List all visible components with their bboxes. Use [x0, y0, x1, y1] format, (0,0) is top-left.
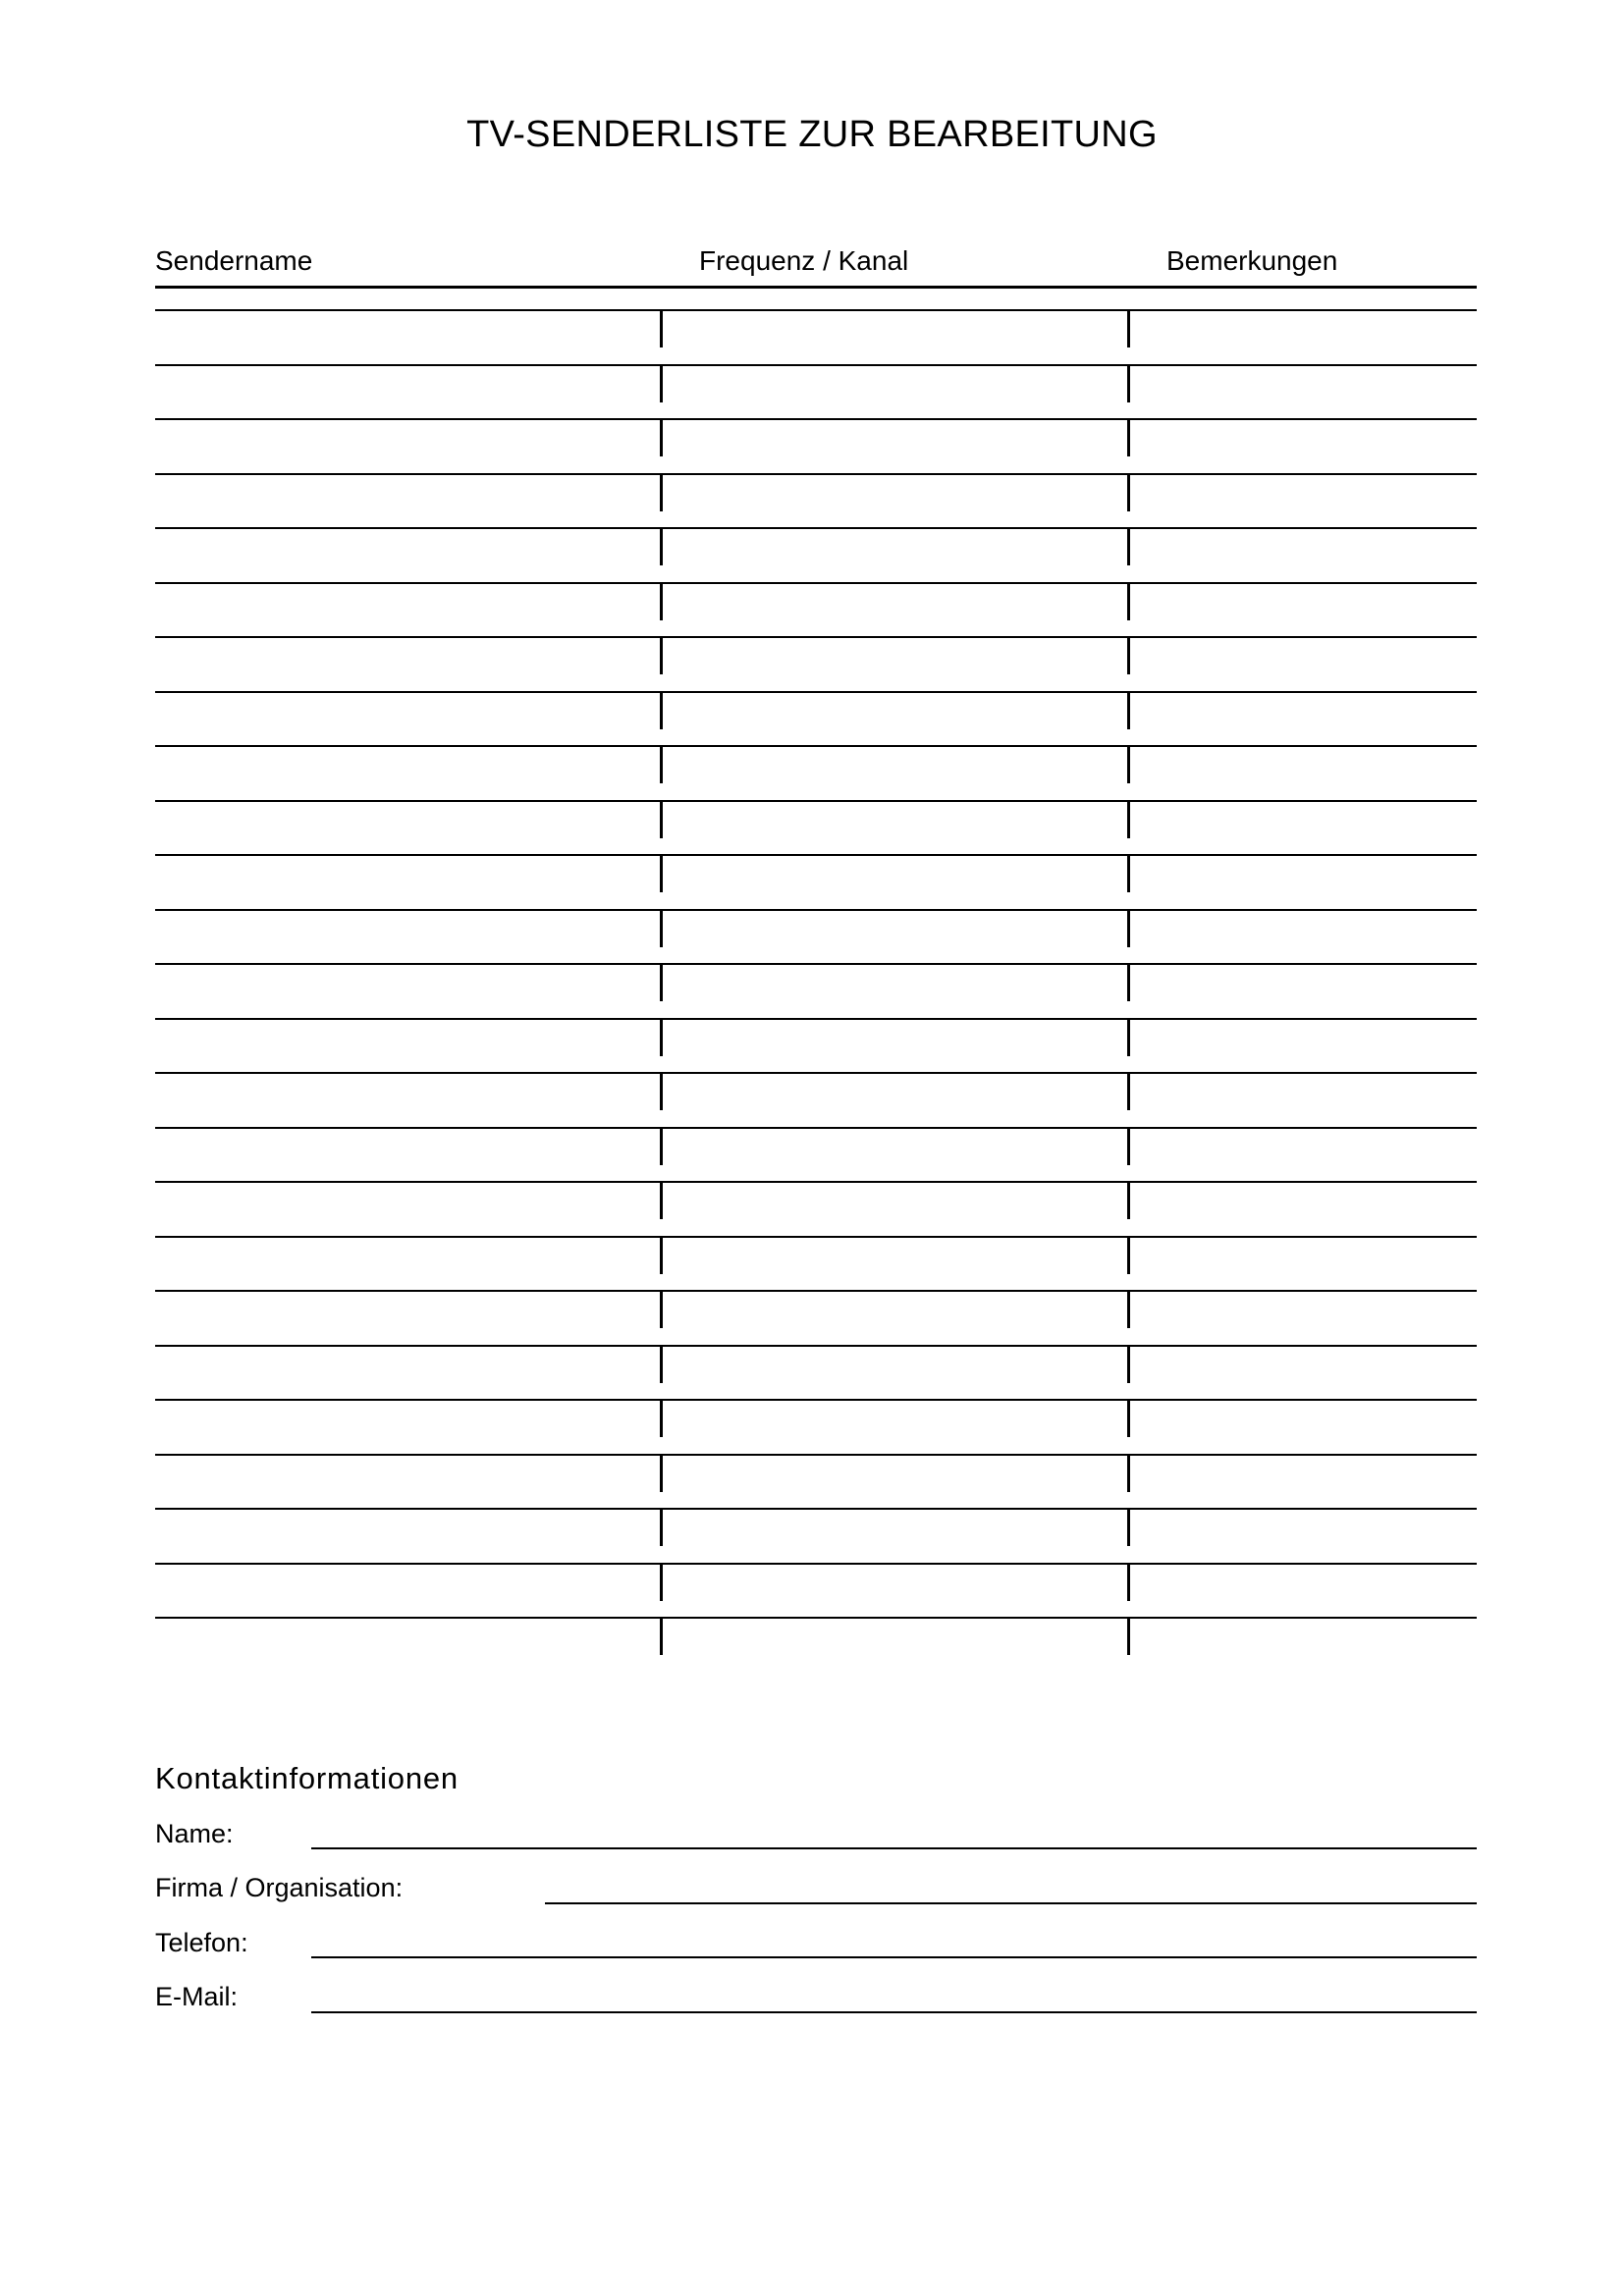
column-header-frequenz-kanal: Frequenz / Kanal	[699, 245, 909, 276]
column-divider	[1127, 1074, 1130, 1110]
frequenz-kanal-cell[interactable]	[662, 364, 1127, 418]
sendername-cell[interactable]	[155, 1345, 660, 1399]
bemerkungen-cell[interactable]	[1129, 527, 1477, 581]
sendername-cell[interactable]	[155, 1454, 660, 1508]
column-divider	[1127, 1020, 1130, 1056]
bemerkungen-cell[interactable]	[1129, 1290, 1477, 1344]
table-row	[155, 1617, 1477, 1672]
frequenz-kanal-cell[interactable]	[662, 1290, 1127, 1344]
sendername-cell[interactable]	[155, 527, 660, 581]
column-divider	[1127, 1565, 1130, 1601]
column-divider	[660, 1565, 663, 1601]
column-divider	[1127, 420, 1130, 456]
name-label: Name:	[155, 1819, 234, 1848]
column-divider	[660, 311, 663, 347]
table-header-rule	[155, 286, 1477, 289]
bemerkungen-cell[interactable]	[1129, 1072, 1477, 1126]
column-divider	[660, 1129, 663, 1165]
column-divider	[1127, 1238, 1130, 1274]
column-divider	[660, 1347, 663, 1383]
bemerkungen-cell[interactable]	[1129, 309, 1477, 363]
column-divider	[660, 420, 663, 456]
column-divider	[1127, 802, 1130, 838]
sendername-cell[interactable]	[155, 1236, 660, 1290]
email-label: E-Mail:	[155, 1982, 239, 2011]
table-row	[155, 1018, 1477, 1073]
frequenz-kanal-cell[interactable]	[662, 691, 1127, 745]
frequenz-kanal-cell[interactable]	[662, 309, 1127, 363]
column-divider	[1127, 584, 1130, 620]
table-row	[155, 1072, 1477, 1127]
table-row	[155, 1454, 1477, 1509]
column-divider	[1127, 747, 1130, 783]
sendername-cell[interactable]	[155, 854, 660, 908]
bemerkungen-cell[interactable]	[1129, 909, 1477, 963]
frequenz-kanal-cell[interactable]	[662, 473, 1127, 527]
table-row	[155, 1290, 1477, 1345]
company-label: Firma / Organisation:	[155, 1873, 404, 1902]
column-divider	[660, 747, 663, 783]
column-divider	[1127, 366, 1130, 402]
sendername-cell[interactable]	[155, 1508, 660, 1562]
frequenz-kanal-cell[interactable]	[662, 963, 1127, 1017]
sendername-cell[interactable]	[155, 963, 660, 1017]
bemerkungen-cell[interactable]	[1129, 1563, 1477, 1617]
sendername-cell[interactable]	[155, 1072, 660, 1126]
column-divider	[1127, 911, 1130, 947]
bemerkungen-cell[interactable]	[1129, 364, 1477, 418]
column-header-sendername: Sendername	[155, 245, 313, 276]
sendername-cell[interactable]	[155, 691, 660, 745]
table-row	[155, 1563, 1477, 1618]
frequenz-kanal-cell[interactable]	[662, 1127, 1127, 1181]
column-divider	[660, 911, 663, 947]
column-divider	[660, 1183, 663, 1219]
sendername-cell[interactable]	[155, 418, 660, 472]
frequenz-kanal-cell[interactable]	[662, 527, 1127, 581]
sendername-cell[interactable]	[155, 364, 660, 418]
column-divider	[1127, 693, 1130, 729]
sendername-cell[interactable]	[155, 636, 660, 690]
table-row	[155, 1127, 1477, 1182]
frequenz-kanal-cell[interactable]	[662, 1508, 1127, 1562]
frequenz-kanal-cell[interactable]	[662, 418, 1127, 472]
sendername-cell[interactable]	[155, 1617, 660, 1671]
sendername-cell[interactable]	[155, 1290, 660, 1344]
sendername-cell[interactable]	[155, 1127, 660, 1181]
contact-section-title: Kontaktinformationen	[155, 1761, 459, 1795]
column-divider	[1127, 1347, 1130, 1383]
phone-field[interactable]	[311, 1956, 1477, 1958]
table-row	[155, 582, 1477, 637]
column-divider	[660, 475, 663, 511]
page-title: TV-SENDERLISTE ZUR BEARBEITUNG	[466, 114, 1158, 155]
frequenz-kanal-cell[interactable]	[662, 854, 1127, 908]
column-divider	[660, 584, 663, 620]
column-divider	[660, 529, 663, 565]
column-divider	[1127, 1401, 1130, 1437]
frequenz-kanal-cell[interactable]	[662, 1181, 1127, 1235]
sendername-cell[interactable]	[155, 582, 660, 636]
column-divider	[1127, 529, 1130, 565]
sendername-cell[interactable]	[155, 1018, 660, 1072]
column-divider	[1127, 1292, 1130, 1328]
column-divider	[1127, 1456, 1130, 1492]
bemerkungen-cell[interactable]	[1129, 1345, 1477, 1399]
name-field[interactable]	[311, 1847, 1477, 1849]
bemerkungen-cell[interactable]	[1129, 1018, 1477, 1072]
column-divider	[1127, 311, 1130, 347]
bemerkungen-cell[interactable]	[1129, 473, 1477, 527]
column-divider	[660, 1074, 663, 1110]
sendername-cell[interactable]	[155, 473, 660, 527]
table-row	[155, 1508, 1477, 1563]
bemerkungen-cell[interactable]	[1129, 636, 1477, 690]
table-row	[155, 473, 1477, 528]
column-divider	[660, 1292, 663, 1328]
bemerkungen-cell[interactable]	[1129, 800, 1477, 854]
sendername-cell[interactable]	[155, 1563, 660, 1617]
table-row	[155, 527, 1477, 582]
table-row	[155, 1399, 1477, 1454]
frequenz-kanal-cell[interactable]	[662, 1236, 1127, 1290]
table-row	[155, 1345, 1477, 1400]
column-header-bemerkungen: Bemerkungen	[1166, 245, 1338, 276]
sendername-cell[interactable]	[155, 745, 660, 799]
sendername-cell[interactable]	[155, 1181, 660, 1235]
column-divider	[1127, 638, 1130, 674]
email-field[interactable]	[311, 2011, 1477, 2013]
table-row	[155, 1236, 1477, 1291]
table-row	[155, 309, 1477, 364]
bemerkungen-cell[interactable]	[1129, 963, 1477, 1017]
column-divider	[660, 1401, 663, 1437]
column-divider	[660, 1619, 663, 1655]
column-divider	[1127, 965, 1130, 1001]
frequenz-kanal-cell[interactable]	[662, 909, 1127, 963]
table-row	[155, 745, 1477, 800]
bemerkungen-cell[interactable]	[1129, 691, 1477, 745]
column-divider	[660, 965, 663, 1001]
column-divider	[660, 693, 663, 729]
bemerkungen-cell[interactable]	[1129, 1181, 1477, 1235]
column-divider	[1127, 856, 1130, 892]
bemerkungen-cell[interactable]	[1129, 1236, 1477, 1290]
sendername-cell[interactable]	[155, 800, 660, 854]
column-divider	[660, 366, 663, 402]
bemerkungen-cell[interactable]	[1129, 1399, 1477, 1453]
company-field[interactable]	[545, 1902, 1477, 1904]
frequenz-kanal-cell[interactable]	[662, 1345, 1127, 1399]
table-row	[155, 691, 1477, 746]
frequenz-kanal-cell[interactable]	[662, 1072, 1127, 1126]
column-divider	[1127, 1510, 1130, 1546]
column-divider	[1127, 1619, 1130, 1655]
column-divider	[660, 1456, 663, 1492]
column-divider	[660, 1238, 663, 1274]
column-divider	[660, 1020, 663, 1056]
bemerkungen-cell[interactable]	[1129, 1454, 1477, 1508]
table-row	[155, 1181, 1477, 1236]
column-divider	[1127, 1129, 1130, 1165]
column-divider	[1127, 475, 1130, 511]
frequenz-kanal-cell[interactable]	[662, 745, 1127, 799]
bemerkungen-cell[interactable]	[1129, 1508, 1477, 1562]
column-divider	[660, 1510, 663, 1546]
bemerkungen-cell[interactable]	[1129, 418, 1477, 472]
frequenz-kanal-cell[interactable]	[662, 582, 1127, 636]
bemerkungen-cell[interactable]	[1129, 582, 1477, 636]
frequenz-kanal-cell[interactable]	[662, 800, 1127, 854]
table-row	[155, 364, 1477, 419]
frequenz-kanal-cell[interactable]	[662, 1563, 1127, 1617]
table-row	[155, 854, 1477, 909]
column-divider	[660, 856, 663, 892]
column-divider	[660, 638, 663, 674]
table-row	[155, 963, 1477, 1018]
frequenz-kanal-cell[interactable]	[662, 1399, 1127, 1453]
station-list-table	[155, 309, 1477, 1672]
sendername-cell[interactable]	[155, 1399, 660, 1453]
phone-label: Telefon:	[155, 1928, 248, 1957]
bemerkungen-cell[interactable]	[1129, 854, 1477, 908]
frequenz-kanal-cell[interactable]	[662, 1617, 1127, 1671]
table-row	[155, 636, 1477, 691]
bemerkungen-cell[interactable]	[1129, 1617, 1477, 1671]
column-divider	[1127, 1183, 1130, 1219]
bemerkungen-cell[interactable]	[1129, 745, 1477, 799]
table-row	[155, 909, 1477, 964]
frequenz-kanal-cell[interactable]	[662, 1018, 1127, 1072]
sendername-cell[interactable]	[155, 309, 660, 363]
column-divider	[660, 802, 663, 838]
frequenz-kanal-cell[interactable]	[662, 1454, 1127, 1508]
bemerkungen-cell[interactable]	[1129, 1127, 1477, 1181]
sendername-cell[interactable]	[155, 909, 660, 963]
frequenz-kanal-cell[interactable]	[662, 636, 1127, 690]
table-row	[155, 800, 1477, 855]
table-row	[155, 418, 1477, 473]
